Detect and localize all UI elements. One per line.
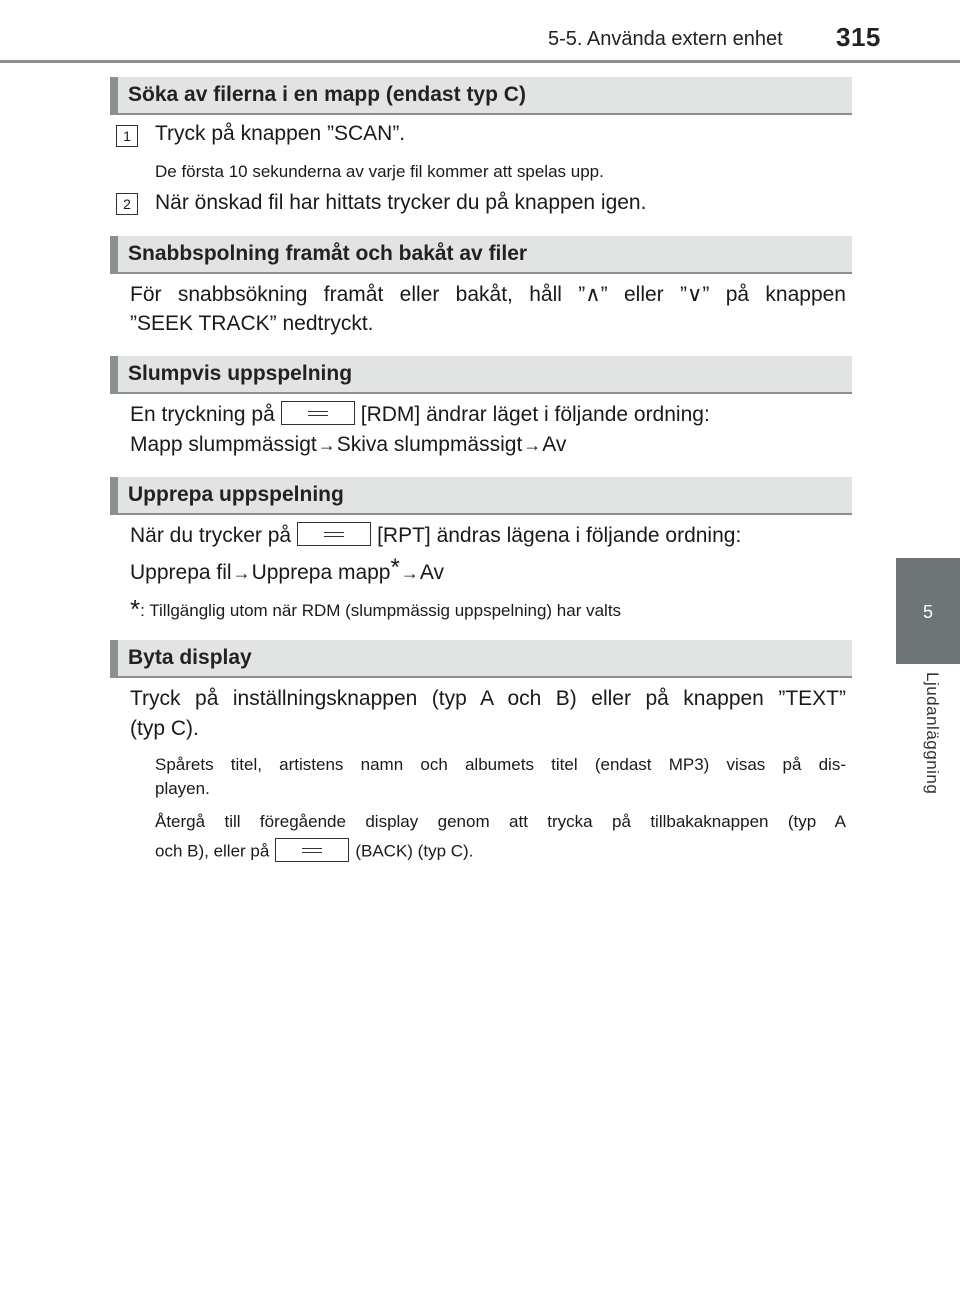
note-text: Återgå till föregående display genom att trycka på tillbakaknappen (typ A <box>155 812 846 831</box>
step-note: De första 10 sekunderna av varje fil kommer att spelas upp. <box>155 162 604 181</box>
body-text: ”SEEK TRACK” nedtryckt. <box>130 312 374 335</box>
chapter-tab-number: 5 <box>922 602 933 622</box>
mode-sequence <box>130 433 566 457</box>
section-heading-random <box>110 356 852 394</box>
section-heading-repeat <box>110 477 852 515</box>
section-title: Slumpvis uppspelning <box>128 362 353 385</box>
button-icon <box>281 401 355 425</box>
footnote <box>130 594 622 624</box>
note-text-line <box>155 840 473 864</box>
section-heading-seek <box>110 236 852 274</box>
footnote-text: : Tillgänglig utom när RDM (slumpmässig uppspelning) har valts <box>140 601 622 620</box>
arrow-right-icon: → <box>523 435 542 455</box>
note-text: Spårets titel, artistens namn och albumets titel (endast MP3) visas på dis- <box>155 755 846 774</box>
body-text: [RDM] ändrar läget i följande ordning: <box>360 403 710 426</box>
button-icon <box>275 838 349 862</box>
step-text: När önskad fil har hittats trycker du på knappen igen. <box>155 191 647 214</box>
mode-item: Av <box>542 433 567 456</box>
note-text: (BACK) (typ C). <box>355 841 474 861</box>
button-icon <box>297 522 371 546</box>
body-text: En tryckning på <box>130 403 275 426</box>
step-number-box: 1 <box>116 125 138 147</box>
mode-item: Av <box>419 561 444 584</box>
section-title: Upprepa uppspelning <box>128 483 344 506</box>
body-text: (typ C). <box>130 717 199 740</box>
chapter-tab-label: Ljudanläggning <box>923 672 942 795</box>
note-text: playen. <box>155 779 210 798</box>
body-text: För snabbsökning framåt eller bakåt, håll ”∧” eller ”∨” på knappen <box>130 283 846 306</box>
section-heading-scan <box>110 77 852 115</box>
header-rule <box>0 60 960 63</box>
running-header-section: 5-5. Använda extern enhet <box>548 28 783 50</box>
arrow-right-icon: → <box>232 563 251 583</box>
section-title: Söka av filerna i en mapp (endast typ C) <box>128 83 526 106</box>
note-text: och B), eller på <box>155 841 270 861</box>
body-text: Tryck på inställningsknappen (typ A och B) eller på knappen ”TEXT” <box>130 687 846 710</box>
footnote-marker: * <box>130 594 141 624</box>
body-text-line <box>130 524 741 548</box>
body-text: [RPT] ändras lägena i följande ordning: <box>377 524 742 547</box>
mode-sequence <box>130 554 444 585</box>
chapter-tab <box>896 558 960 664</box>
section-title: Snabbspolning framåt och bakåt av filer <box>128 242 528 265</box>
footnote-marker: * <box>390 554 400 581</box>
step-number-box: 2 <box>116 193 138 215</box>
mode-item: Upprepa mapp <box>251 561 391 584</box>
body-text: När du trycker på <box>130 524 292 547</box>
body-text-line <box>130 403 710 427</box>
section-title: Byta display <box>128 646 252 669</box>
section-heading-display <box>110 640 852 678</box>
step-text: Tryck på knappen ”SCAN”. <box>155 122 406 145</box>
arrow-right-icon: → <box>317 435 336 455</box>
mode-item: Upprepa fil <box>130 561 232 584</box>
mode-item: Skiva slumpmässigt <box>336 433 523 456</box>
page-number: 315 <box>836 22 881 52</box>
mode-item: Mapp slumpmässigt <box>130 433 317 456</box>
arrow-right-icon: → <box>400 563 419 583</box>
